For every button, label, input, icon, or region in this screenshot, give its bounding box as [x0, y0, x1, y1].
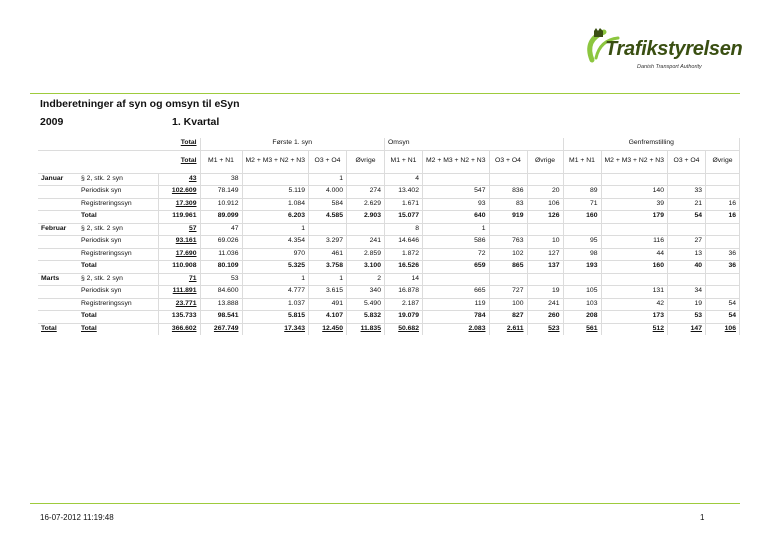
table-cell: 5.325 — [242, 261, 309, 274]
month-label — [38, 286, 78, 299]
table-row — [38, 223, 740, 236]
table-cell: 241 — [347, 236, 385, 249]
table-cell: 3.100 — [347, 261, 385, 274]
grand-total-cell: 17.343 — [242, 323, 309, 335]
table-cell: 659 — [423, 261, 490, 274]
table-cell — [423, 273, 490, 286]
table-row — [38, 236, 740, 249]
table-cell: 14.646 — [385, 236, 423, 249]
table-cell: 54 — [706, 298, 740, 311]
table-cell: 2.629 — [347, 198, 385, 211]
grand-total-cell: 267.749 — [200, 323, 242, 335]
row-label: Total — [78, 211, 158, 224]
table-row — [38, 248, 740, 261]
table-cell: 16.526 — [385, 261, 423, 274]
table-cell: 1 — [309, 173, 347, 186]
table-cell — [668, 173, 706, 186]
logo-subtitle: Danish Transport Authority — [637, 64, 702, 70]
grand-total-cell: 366.602 — [158, 323, 200, 335]
table-cell: 3.297 — [309, 236, 347, 249]
table-cell: 2.187 — [385, 298, 423, 311]
table-cell: 340 — [347, 286, 385, 299]
table-cell: 105 — [563, 286, 601, 299]
grand-total-cell: 11.835 — [347, 323, 385, 335]
page-number: 1 — [700, 513, 705, 522]
month-total-row — [38, 211, 740, 224]
table-cell: 98.541 — [200, 311, 242, 324]
month-total-row — [38, 261, 740, 274]
table-cell: 274 — [347, 186, 385, 199]
table-cell — [706, 173, 740, 186]
logo-name: Trafikstyrelsen — [605, 38, 743, 60]
grand-total-cell: 561 — [563, 323, 601, 335]
table-cell: 69.026 — [200, 236, 242, 249]
table-cell: 47 — [200, 223, 242, 236]
report-year: 2009 — [40, 116, 64, 128]
group-representation: Genfremstilling — [563, 138, 740, 150]
table-cell: 116 — [601, 236, 668, 249]
table-cell — [706, 223, 740, 236]
table-cell: 137 — [527, 261, 563, 274]
column-header: O3 + O4 — [309, 150, 347, 173]
grand-total-label: Total — [78, 323, 158, 335]
table-cell: 3.615 — [309, 286, 347, 299]
table-cell: 4.107 — [309, 311, 347, 324]
table-cell — [706, 236, 740, 249]
table-cell: 131 — [601, 286, 668, 299]
table-cell: 95 — [563, 236, 601, 249]
month-label: Februar — [38, 223, 78, 236]
table-cell: 102 — [489, 248, 527, 261]
table-cell: 1 — [423, 223, 490, 236]
table-row — [38, 173, 740, 186]
table-cell: 584 — [309, 198, 347, 211]
table-cell: 98 — [563, 248, 601, 261]
table-cell: 38 — [200, 173, 242, 186]
table-cell: 20 — [527, 186, 563, 199]
row-label: Periodisk syn — [78, 236, 158, 249]
table-cell — [527, 273, 563, 286]
table-cell: 54 — [706, 311, 740, 324]
grand-total-row — [38, 323, 740, 335]
table-cell: 53 — [200, 273, 242, 286]
grand-total-cell: 523 — [527, 323, 563, 335]
table-cell: 83 — [489, 198, 527, 211]
table-cell — [489, 273, 527, 286]
group-first-inspection: Første 1. syn — [200, 138, 385, 150]
table-cell: 36 — [706, 261, 740, 274]
table-cell: 126 — [527, 211, 563, 224]
month-label — [38, 248, 78, 261]
month-label — [38, 198, 78, 211]
table-cell: 14 — [385, 273, 423, 286]
row-label: § 2, stk. 2 syn — [78, 273, 158, 286]
month-total-row — [38, 311, 740, 324]
table-cell: 17.690 — [158, 248, 200, 261]
table-cell — [563, 223, 601, 236]
table-cell: 2.903 — [347, 211, 385, 224]
table-cell: 42 — [601, 298, 668, 311]
table-cell — [423, 173, 490, 186]
table-cell: 127 — [527, 248, 563, 261]
table-cell: 11.036 — [200, 248, 242, 261]
row-label: Periodisk syn — [78, 286, 158, 299]
table-cell: 4.777 — [242, 286, 309, 299]
report-table — [38, 138, 740, 335]
table-cell: 84.600 — [200, 286, 242, 299]
table-cell: 461 — [309, 248, 347, 261]
column-header: M2 + M3 + N2 + N3 — [242, 150, 309, 173]
table-cell — [347, 223, 385, 236]
grand-total-cell: 147 — [668, 323, 706, 335]
month-label: Marts — [38, 273, 78, 286]
column-header: Øvrige — [527, 150, 563, 173]
table-cell: 2 — [347, 273, 385, 286]
month-label — [38, 311, 78, 324]
table-cell: 34 — [668, 286, 706, 299]
table-cell — [489, 173, 527, 186]
table-cell: 10 — [527, 236, 563, 249]
table-cell: 665 — [423, 286, 490, 299]
table-cell: 179 — [601, 211, 668, 224]
table-cell: 19 — [668, 298, 706, 311]
row-label: Total — [78, 311, 158, 324]
grand-total-cell: 12.450 — [309, 323, 347, 335]
table-row — [38, 286, 740, 299]
table-cell: 547 — [423, 186, 490, 199]
table-cell: 44 — [601, 248, 668, 261]
table-cell: 43 — [158, 173, 200, 186]
table-cell: 727 — [489, 286, 527, 299]
grand-total-cell: 2.083 — [423, 323, 490, 335]
table-cell — [601, 273, 668, 286]
table-cell: 78.149 — [200, 186, 242, 199]
table-cell: 16 — [706, 198, 740, 211]
row-label: Registreringssyn — [78, 198, 158, 211]
table-cell: 241 — [527, 298, 563, 311]
table-cell: 119.961 — [158, 211, 200, 224]
table-cell: 160 — [601, 261, 668, 274]
table-cell: 93 — [423, 198, 490, 211]
column-header: Øvrige — [706, 150, 740, 173]
month-label — [38, 211, 78, 224]
column-header: M1 + N1 — [385, 150, 423, 173]
table-cell — [347, 173, 385, 186]
table-cell: 19 — [527, 286, 563, 299]
table-cell: 13 — [668, 248, 706, 261]
table-cell — [527, 223, 563, 236]
table-cell: 80.109 — [200, 261, 242, 274]
table-cell — [668, 223, 706, 236]
column-header: M1 + N1 — [563, 150, 601, 173]
table-cell: 1 — [309, 273, 347, 286]
table-cell: 1.084 — [242, 198, 309, 211]
bottom-divider — [30, 503, 740, 504]
table-cell: 13.402 — [385, 186, 423, 199]
table-cell: 110.908 — [158, 261, 200, 274]
table-cell: 53 — [668, 311, 706, 324]
table-cell: 54 — [668, 211, 706, 224]
table-cell: 71 — [563, 198, 601, 211]
table-cell: 16.878 — [385, 286, 423, 299]
footer-timestamp: 16-07-2012 11:19:48 — [40, 513, 114, 522]
table-cell: 1 — [242, 273, 309, 286]
table-cell: 640 — [423, 211, 490, 224]
table-cell: 970 — [242, 248, 309, 261]
grand-total-cell: 50.682 — [385, 323, 423, 335]
column-header-row — [38, 150, 740, 173]
table-cell: 106 — [527, 198, 563, 211]
table-cell: 586 — [423, 236, 490, 249]
grand-total-cell: 512 — [601, 323, 668, 335]
table-cell — [706, 286, 740, 299]
table-cell: 16 — [706, 211, 740, 224]
table-cell: 135.733 — [158, 311, 200, 324]
table-cell: 2.859 — [347, 248, 385, 261]
table-cell: 57 — [158, 223, 200, 236]
table-cell — [242, 173, 309, 186]
table-cell — [563, 273, 601, 286]
table-row — [38, 298, 740, 311]
table-cell: 836 — [489, 186, 527, 199]
table-cell: 784 — [423, 311, 490, 324]
table-cell: 865 — [489, 261, 527, 274]
row-label: Periodisk syn — [78, 186, 158, 199]
table-cell: 827 — [489, 311, 527, 324]
grand-total-month: Total — [41, 324, 57, 332]
group-reinspection: Omsyn — [385, 138, 564, 150]
row-label: § 2, stk. 2 syn — [78, 173, 158, 186]
row-label: Total — [78, 261, 158, 274]
table-cell: 102.609 — [158, 186, 200, 199]
table-row — [38, 186, 740, 199]
table-cell: 71 — [158, 273, 200, 286]
table-cell: 193 — [563, 261, 601, 274]
table-cell: 3.758 — [309, 261, 347, 274]
table-cell: 763 — [489, 236, 527, 249]
table-cell: 8 — [385, 223, 423, 236]
table-cell — [527, 173, 563, 186]
table-cell: 1.872 — [385, 248, 423, 261]
table-cell: 491 — [309, 298, 347, 311]
table-cell: 36 — [706, 248, 740, 261]
table-cell: 21 — [668, 198, 706, 211]
group-header-row — [38, 138, 740, 150]
table-cell: 89.099 — [200, 211, 242, 224]
table-cell: 119 — [423, 298, 490, 311]
table-cell: 260 — [527, 311, 563, 324]
table-cell: 13.888 — [200, 298, 242, 311]
table-cell: 100 — [489, 298, 527, 311]
column-header: Total — [158, 150, 200, 173]
table-cell: 103 — [563, 298, 601, 311]
table-cell: 140 — [601, 186, 668, 199]
table-cell: 173 — [601, 311, 668, 324]
table-cell — [706, 186, 740, 199]
table-cell — [706, 273, 740, 286]
table-cell: 919 — [489, 211, 527, 224]
table-cell: 111.891 — [158, 286, 200, 299]
table-cell: 160 — [563, 211, 601, 224]
table-cell — [601, 173, 668, 186]
month-label — [38, 261, 78, 274]
column-header: M2 + M3 + N2 + N3 — [423, 150, 490, 173]
table-cell: 4.585 — [309, 211, 347, 224]
month-label — [38, 298, 78, 311]
month-label — [38, 186, 78, 199]
table-cell: 5.490 — [347, 298, 385, 311]
table-cell: 208 — [563, 311, 601, 324]
table-cell: 89 — [563, 186, 601, 199]
month-label — [38, 236, 78, 249]
column-header: O3 + O4 — [489, 150, 527, 173]
table-cell: 17.309 — [158, 198, 200, 211]
table-cell: 5.815 — [242, 311, 309, 324]
table-row — [38, 273, 740, 286]
column-header: M1 + N1 — [200, 150, 242, 173]
table-cell: 10.912 — [200, 198, 242, 211]
report-title: Indberetninger af syn og omsyn til eSyn — [40, 98, 240, 110]
row-label: § 2, stk. 2 syn — [78, 223, 158, 236]
row-label: Registreringssyn — [78, 298, 158, 311]
month-label: Januar — [38, 173, 78, 186]
table-cell: 15.077 — [385, 211, 423, 224]
column-header: M2 + M3 + N2 + N3 — [601, 150, 668, 173]
table-cell: 5.832 — [347, 311, 385, 324]
top-divider — [30, 93, 740, 94]
report-quarter: 1. Kvartal — [172, 116, 220, 128]
table-cell: 93.161 — [158, 236, 200, 249]
table-cell: 39 — [601, 198, 668, 211]
table-cell: 4 — [385, 173, 423, 186]
table-cell: 33 — [668, 186, 706, 199]
table-cell: 27 — [668, 236, 706, 249]
grand-total-cell: 2.611 — [489, 323, 527, 335]
column-header: O3 + O4 — [668, 150, 706, 173]
group-total: Total — [158, 138, 200, 150]
table-cell — [489, 223, 527, 236]
table-cell — [668, 273, 706, 286]
table-cell: 1.037 — [242, 298, 309, 311]
table-cell — [601, 223, 668, 236]
table-cell: 72 — [423, 248, 490, 261]
column-header: Øvrige — [347, 150, 385, 173]
row-label: Registreringssyn — [78, 248, 158, 261]
table-cell: 23.771 — [158, 298, 200, 311]
table-cell: 5.119 — [242, 186, 309, 199]
table-cell: 40 — [668, 261, 706, 274]
table-cell: 4.000 — [309, 186, 347, 199]
table-body — [38, 138, 740, 335]
table-cell — [309, 223, 347, 236]
table-row — [38, 198, 740, 211]
table-cell: 4.354 — [242, 236, 309, 249]
table-cell — [563, 173, 601, 186]
table-cell: 1.671 — [385, 198, 423, 211]
table-cell: 19.079 — [385, 311, 423, 324]
table-cell: 1 — [242, 223, 309, 236]
table-cell: 6.203 — [242, 211, 309, 224]
grand-total-cell: 106 — [706, 323, 740, 335]
